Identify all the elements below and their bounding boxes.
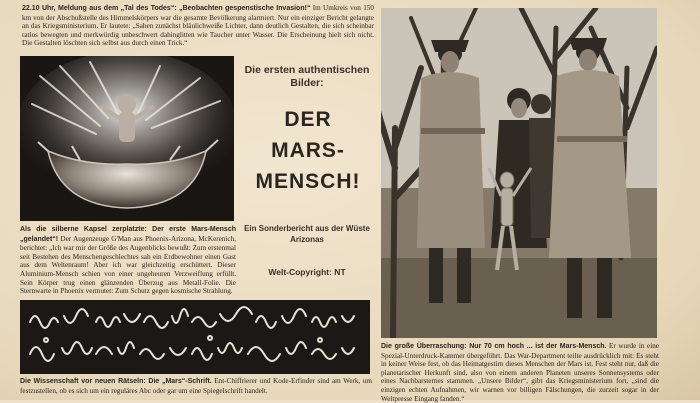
copyright-text: Welt-Copyright: NT (268, 267, 346, 277)
kicker-text: Ein Sonderbericht aus der Wüste Arizonas (244, 224, 370, 244)
capsule-photo (20, 56, 234, 221)
intro-text: Im Umkreis von 150 km von der Abschußstelle des Himmelskörpers war die gesamte Bevölkerung alarmiert. Nur ein einziger Bericht gelangte an das Kriegsministerium. Er lautete: „Sahen zunächst bläulichweiße Lichter, dann deutlich Gestalten, die sich scheinbar ratlos bewegten und merkwürdig unbeschwert dahinglitten wie Taucher unter Wasser. Die Erscheinung hielt sich nicht. Die Gestalten löschten sich selbst aus durch einen Trick.“ (22, 4, 374, 48)
main-headline (238, 104, 378, 197)
people-caption-text: Er wurde in eine Spezial-Unterdruck-Kammer übergeführt. Das War-Department teilte ausdrücklich mit: Es steht in keiner Weise fest, ob das Heimatgestirn dieses Menschen der Mars ist. Fest steht nur, daß die planetarischer Herkunft sind, also von einem anderen Planeten unseres Sonnensystems oder eines Nachbarsternes stammen. „Unsere Bilder“, gibt das Kriegsministerium fort, „sind die einzigen echten Aufnahmen, wir warnen vor billigen Fälschungen, die zurzeit sogar in der Weltpresse Eingang fanden.“ (381, 342, 660, 403)
script-caption-text: Ent-Chiffrierer und Kode-Erfinder sind am Werk, um festzustellen, ob es sich um ein reguläres Abc oder gar um eine Spiegelschrift handelt. (20, 377, 372, 395)
headline-line-2: MARS- (271, 139, 345, 162)
intro-paragraph (22, 4, 374, 48)
capsule-caption-lead: Als die silberne Kapsel zerplatzte: Der erste Mars-Mensch „gelandet“! (20, 226, 236, 243)
sub-headline: Die ersten authentischen Bilder: (244, 64, 370, 89)
mars-script-image (20, 300, 370, 374)
capsule-caption (20, 225, 236, 296)
people-caption (381, 342, 659, 403)
people-illustration (381, 8, 657, 338)
capsule-illustration (20, 56, 234, 221)
capsule-caption-text: Der Augenzeuge G'Man aus Phoenix-Arizona, McKerenich, berichtet: „Ich war mir der Größe des Augenblicks bewußt: Zum erstenmal seit Bestehen des Menschengeschlechtes sah ein Erdbewohner einen Gast aus dem Weltenraum! Aber ich war gleichzeitig erschüttert. Dieser Aluminium-Mensch schien von einer ungeheuren Verzweiflung erfüllt. Sein Körper trug einen glänzenden Überzug aus Metall-Folie. Die Sternwarte in Phoenix vermutet: Zum Schutz gegen kosmische Strahlung. (20, 234, 237, 296)
people-photo (381, 8, 657, 338)
script-caption-lead: Die Wissenschaft vor neuen Rätseln: Die „Mars“-Schrift. (20, 378, 212, 385)
script-caption (20, 377, 372, 395)
people-caption-lead: Die große Überraschung: Nur 70 cm hoch ... ist der Mars-Mensch. (381, 343, 607, 350)
mars-script-glyphs (20, 300, 370, 374)
intro-lead: 22.10 Uhr, Meldung aus dem „Tal des Todes“: „Beobachten gespenstische Invasion!“ (22, 5, 311, 12)
headline-line-1: DER (284, 108, 332, 131)
headline-line-3: MENSCH! (255, 170, 361, 193)
